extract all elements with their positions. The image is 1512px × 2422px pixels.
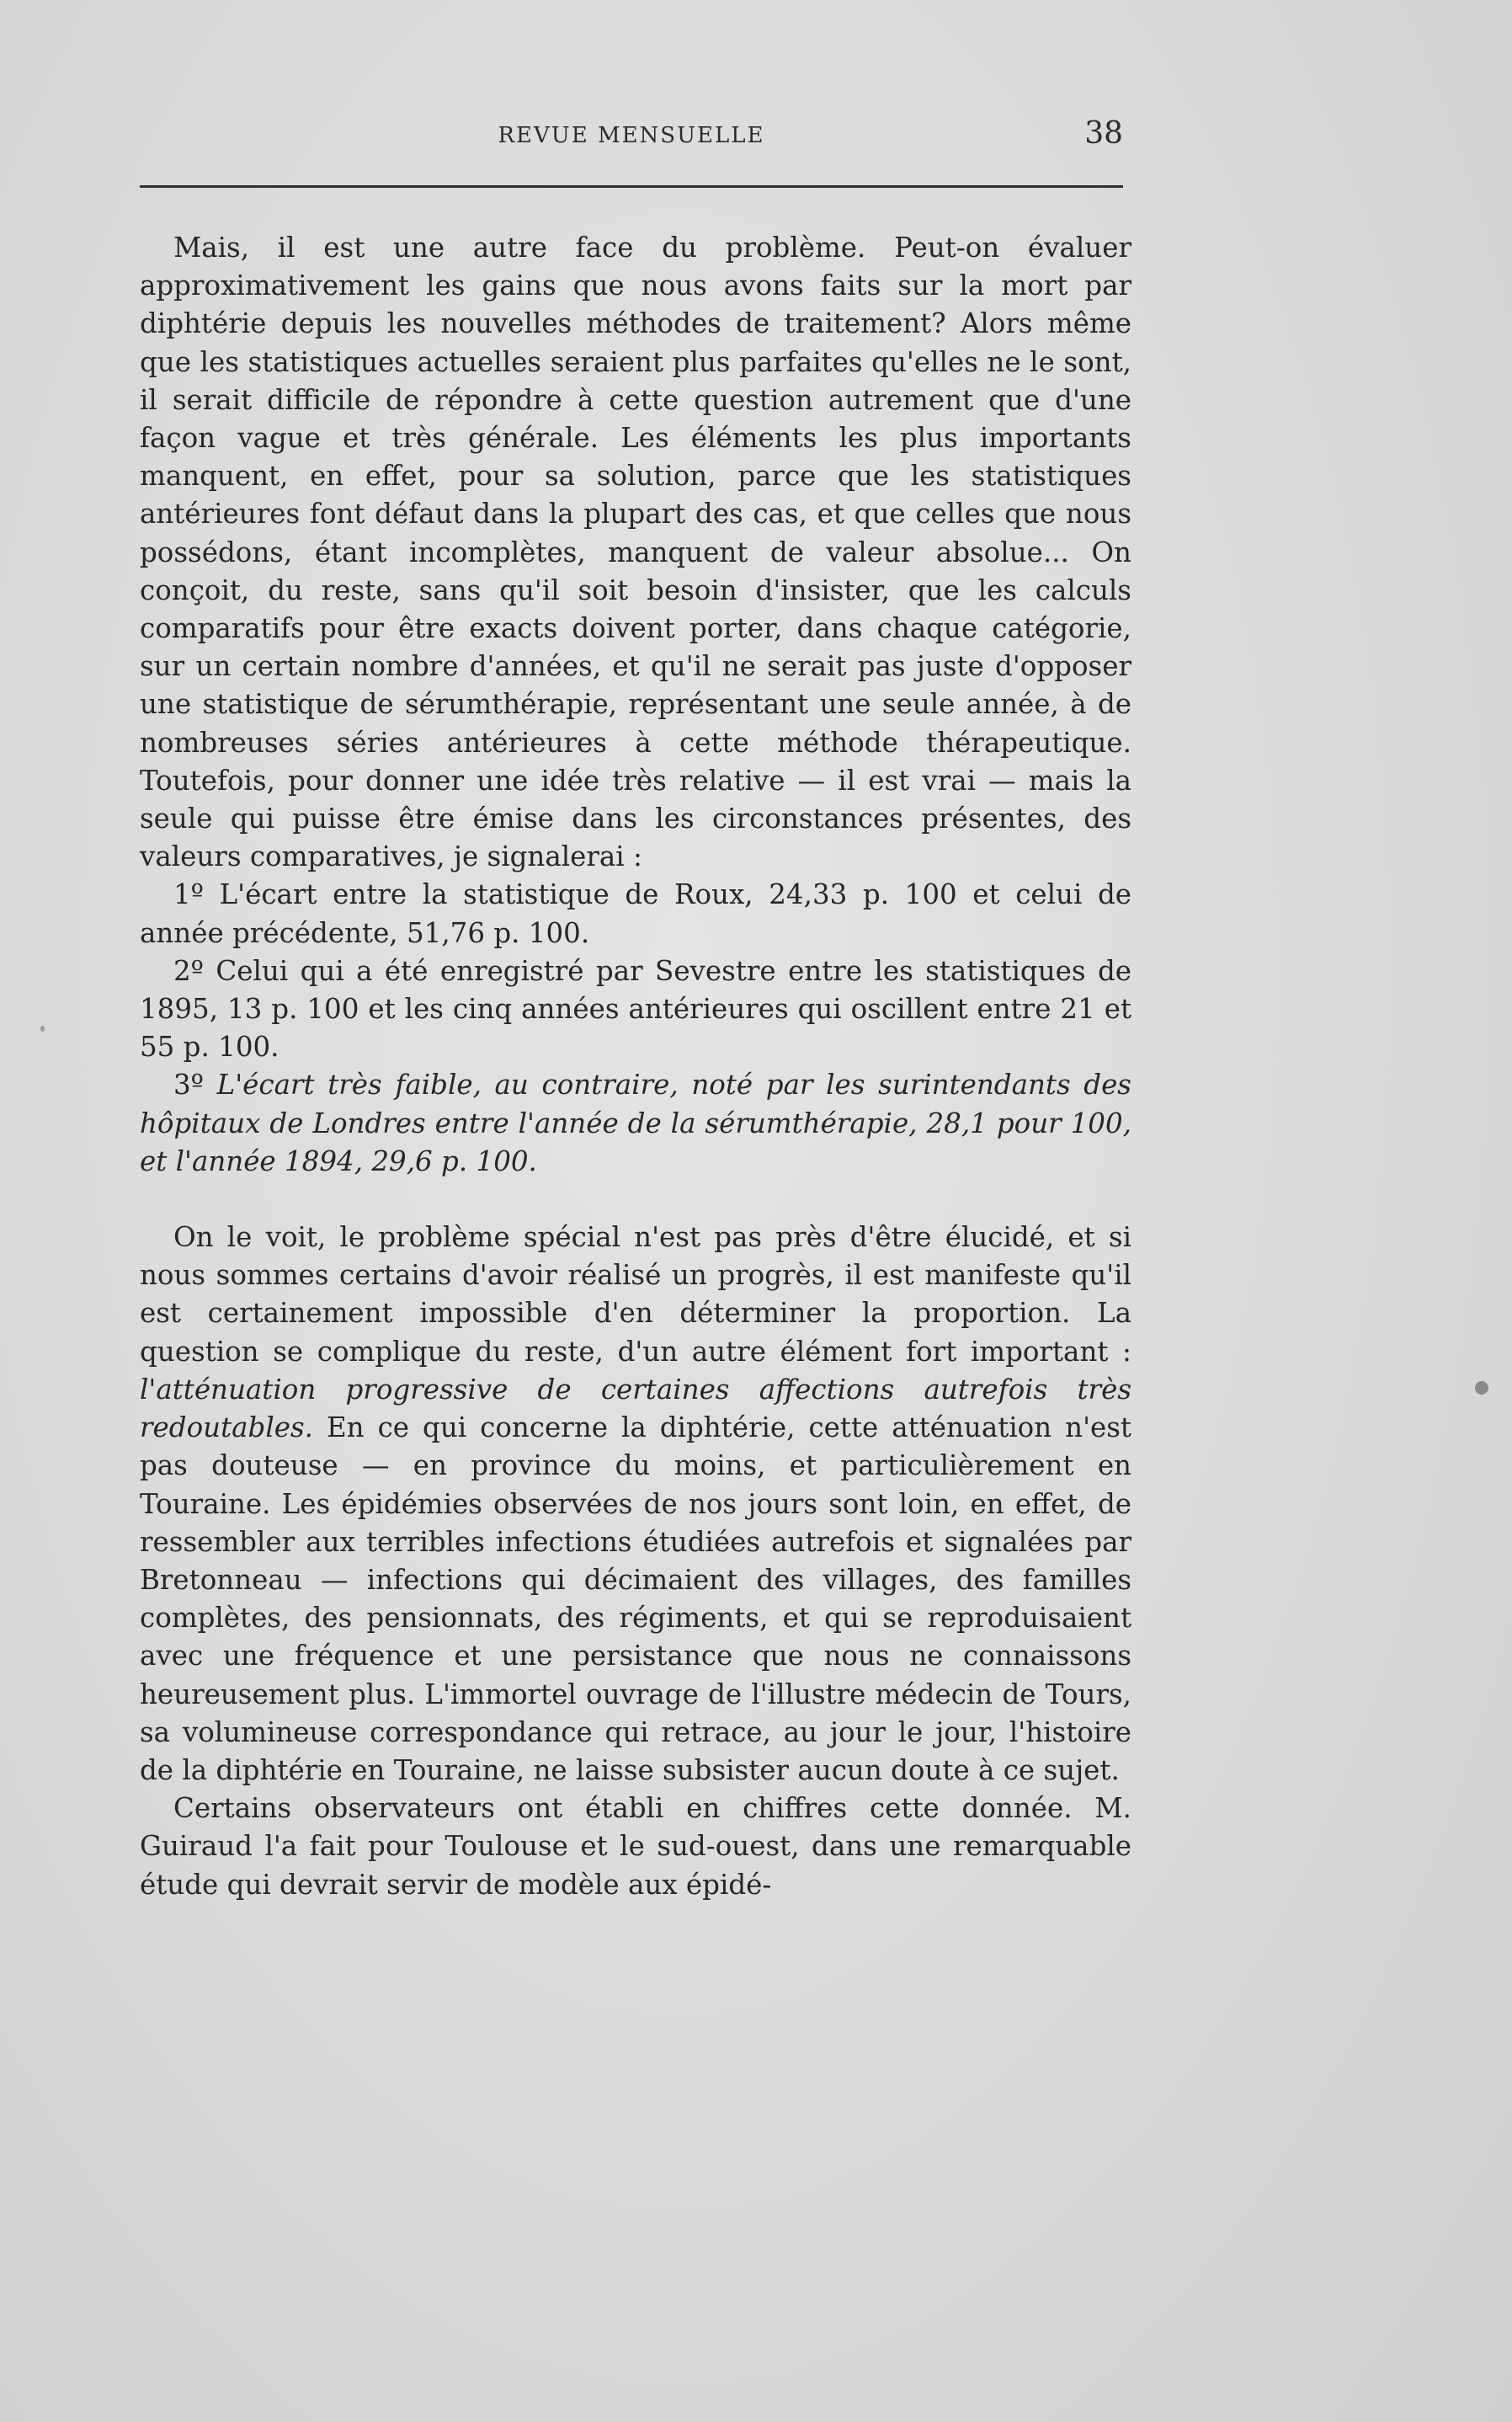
paragraph-opening: Mais, il est une autre face du problème. Peut-on évaluer approximativement les gains que nous avons faits sur la mort par diphtérie depuis les nouvelles méthodes de traitement? Alors même que les statistiques actuelles seraient plus parfaites qu'elles ne le sont, il serait difficile de répondre à cette question autrement que d'une façon vague et très générale. Les éléments les plus importants manquent, en effet, pour sa solution, parce que les statistiques antérieures font défaut dans la plupart des cas, et que celles que nous possédons, étant incomplètes, manquent de valeur absolue... On conçoit, du reste, sans qu'il soit besoin d'insister, que les calculs comparatifs pour être exacts doivent porter, dans chaque catégorie, sur un certain nombre d'années, et qu'il ne serait pas juste d'opposer une statistique de sérumthérapie, représentant une seule année, à de nombreuses séries antérieures à cette méthode thérapeutique. Toutefois, pour donner une idée très relative — il est vrai — mais la seule qui puisse être émise dans les circonstances présentes, des valeurs comparatives, je signalerai : — [140, 232, 1131, 873]
paragraph-attenuation-end: En ce qui concerne la diphtérie, cette atténuation n'est pas douteuse — en province du moins, et particulièrement en Touraine. Les épidémies observées de nos jours sont loin, en effet, de ressembler aux terribles infections étudiées autrefois et signalées par Bretonneau — infections qui décimaient des villages, des familles complètes, des pensionnats, des régiments, et qui se reproduisaient avec une fréquence et une persistance que nous ne connaissons heureusement plus. L'immortel ouvrage de l'illustre médecin de Tours, sa volumineuse correspondance qui retrace, au jour le jour, l'histoire de la diphtérie en Touraine, ne laisse subsister aucun doute à ce sujet. — [140, 1411, 1131, 1786]
list-item-3 — [140, 1066, 1131, 1181]
list-item-3-number: 3º — [173, 1069, 204, 1102]
paragraph-closing: Certains observateurs ont établi en chiffres cette donnée. M. Guiraud l'a fait pour Toulouse et le sud-ouest, dans une remarquable étude qui devrait servir de modèle aux épidé- — [140, 1792, 1131, 1901]
list-item-2: 2º Celui qui a été enregistré par Sevestre entre les statistiques de 1895, 13 p. 100 et les cinq années antérieures qui oscillent entre 21 et 55 p. 100. — [140, 954, 1131, 1064]
scan-speck — [1475, 1381, 1488, 1395]
page-number: 38 — [1084, 116, 1123, 151]
header-rule — [140, 185, 1123, 188]
body-text — [140, 229, 1131, 1904]
list-item-3-text: L'écart très faible, au contraire, noté par les surintendants des hôpitaux de Londres entre l'année de la sérumthérapie, 28,1 pour 100, et l'année 1894, 29,6 p. 100. — [140, 1069, 1131, 1177]
page-header — [140, 116, 1123, 160]
paragraph-attenuation — [140, 1219, 1131, 1790]
list-item-1: 1º L'écart entre la statistique de Roux, 24,33 p. 100 et celui de année précédente, 51,76 p. 100. — [140, 878, 1131, 949]
scan-speck — [40, 1026, 45, 1032]
running-title: REVUE MENSUELLE — [498, 123, 765, 148]
paragraph-attenuation-italic: l'atténuation progressive de certaines affections autrefois très redoutables. — [140, 1373, 1131, 1444]
paragraph-attenuation-start: On le voit, le problème spécial n'est pas près d'être élucidé, et si nous sommes certains d'avoir réalisé un progrès, il est manifeste qu'il est certainement impossible d'en déterminer la proportion. La question se complique du reste, d'un autre élément fort important : — [140, 1221, 1131, 1368]
